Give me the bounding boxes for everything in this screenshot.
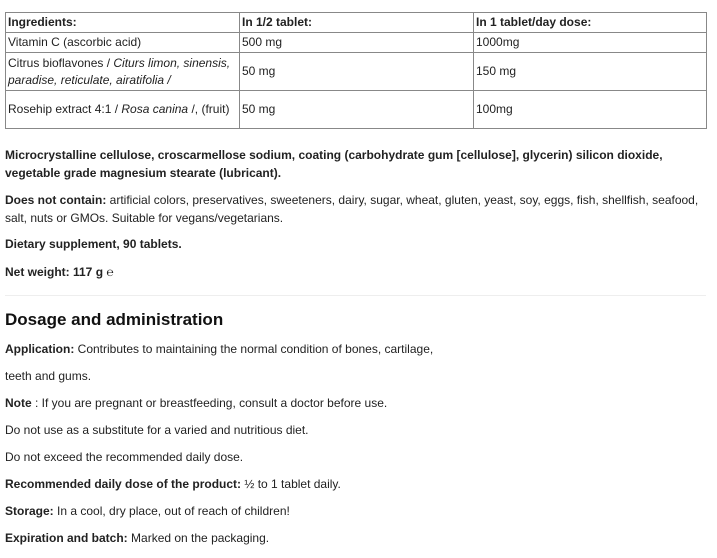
does-not-contain-label: Does not contain: bbox=[5, 193, 107, 207]
expiration-line bbox=[5, 529, 706, 547]
application-continued: teeth and gums. bbox=[5, 369, 92, 383]
ingredient-cell bbox=[6, 33, 240, 53]
application-label: Application: bbox=[5, 342, 75, 356]
storage-text: In a cool, dry place, out of reach of children! bbox=[53, 504, 290, 518]
recommended-dose-label: Recommended daily dose of the product: bbox=[5, 477, 242, 491]
does-not-contain-text: artificial colors, preservatives, sweeteners, dairy, sugar, wheat, gluten, yeast, soy, eggs, fish, shellfish, seafood, salt, nuts or GMOs. Suitable for vegans/vegetarians. bbox=[5, 193, 699, 225]
ingredient-name: Rosehip extract 4:1 / bbox=[8, 102, 122, 116]
does-not-contain bbox=[5, 191, 706, 227]
estimated-sign-icon: ℮ bbox=[103, 265, 114, 279]
ingredient-latin-name: Rosa canina bbox=[121, 102, 189, 116]
ingredients-table bbox=[5, 12, 707, 129]
header-ingredients: Ingredients: bbox=[6, 13, 240, 33]
ingredient-cell bbox=[6, 91, 240, 129]
ingredient-tail: / bbox=[164, 72, 171, 87]
application-line bbox=[5, 340, 706, 358]
storage-label: Storage: bbox=[5, 504, 54, 518]
exceed-warning: Do not exceed the recommended daily dose. bbox=[5, 450, 244, 464]
storage-line bbox=[5, 502, 706, 520]
header-full-tablet: In 1 tablet/day dose: bbox=[474, 13, 707, 33]
full-dose-cell: 150 mg bbox=[474, 53, 707, 91]
application-text: Contributes to maintaining the normal condition of bones, cartilage, bbox=[74, 342, 434, 356]
table-row bbox=[6, 33, 707, 53]
expiration-text: Marked on the packaging. bbox=[127, 531, 270, 545]
half-dose-cell: 50 mg bbox=[240, 91, 474, 129]
substitute-warning: Do not use as a substitute for a varied and nutritious diet. bbox=[5, 423, 309, 437]
ingredient-name: Vitamin C (ascorbic acid) bbox=[8, 35, 142, 49]
ingredient-name: Citrus bioflavones / bbox=[8, 55, 114, 70]
table-row bbox=[6, 91, 707, 129]
table-header-row bbox=[6, 13, 707, 33]
net-weight-label: Net weight: 117 g bbox=[5, 265, 104, 279]
half-dose-cell: 50 mg bbox=[240, 53, 474, 91]
ingredient-cell bbox=[6, 53, 240, 91]
supplement-line: Dietary supplement, 90 tablets. bbox=[5, 237, 182, 251]
note-text: : If you are pregnant or breastfeeding, consult a doctor before use. bbox=[31, 396, 388, 410]
header-half-tablet: In 1/2 tablet: bbox=[240, 13, 474, 33]
half-dose-cell: 500 mg bbox=[240, 33, 474, 53]
ingredient-tail: /, (fruit) bbox=[188, 102, 230, 116]
other-ingredients: Microcrystalline cellulose, croscarmellose sodium, coating (carbohydrate gum [cellulose], glycerin) silicon dioxide, vegetable grade magnesium stearate (lubricant). bbox=[5, 148, 663, 180]
net-weight bbox=[5, 263, 706, 281]
recommended-dose-line bbox=[5, 475, 706, 493]
table-row bbox=[6, 53, 707, 91]
dosage-heading: Dosage and administration bbox=[5, 310, 224, 329]
section-divider bbox=[5, 295, 706, 296]
note-label: Note bbox=[5, 396, 32, 410]
note-line bbox=[5, 394, 706, 412]
expiration-label: Expiration and batch: bbox=[5, 531, 128, 545]
product-info bbox=[5, 12, 706, 547]
recommended-dose-text: ½ to 1 tablet daily. bbox=[241, 477, 341, 491]
ingredient-latin-name: Citurs limon, sinensis, paradise, reticulate, airatifolia bbox=[8, 55, 231, 87]
full-dose-cell: 100mg bbox=[474, 91, 707, 129]
full-dose-cell: 1000mg bbox=[474, 33, 707, 53]
